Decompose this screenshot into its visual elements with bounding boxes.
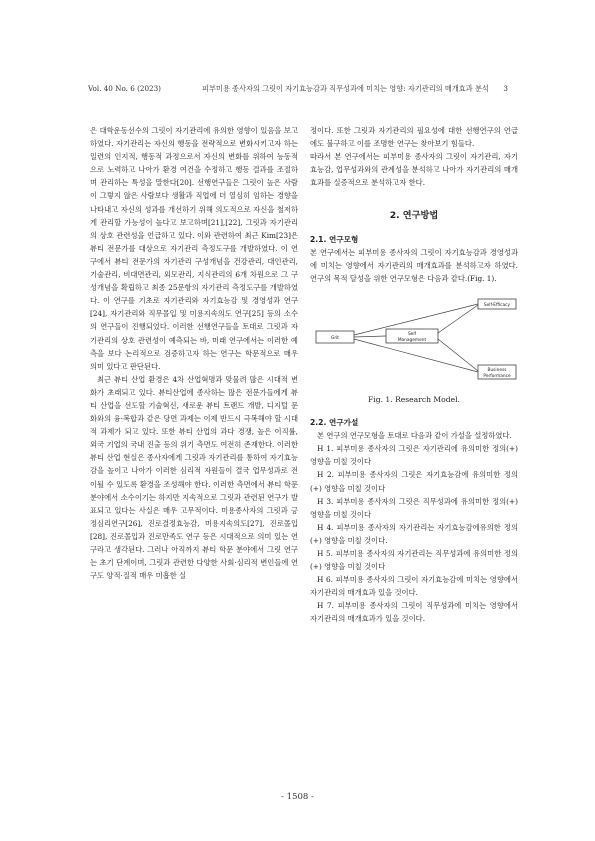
hypothesis: H 1. 피부미용 종사자의 그릿은 자기관리에 유의미한 정의(+) 영향을 미칠 것이다 (310, 444, 518, 467)
left-column (90, 124, 298, 582)
research-model-figure (310, 293, 518, 385)
grit-label: Grit (331, 335, 339, 341)
hypothesis: H 5. 피부미용 종사자의 자기관리는 직무성과에 유의미한 정의(+) 영향을 미칠 것이다 (310, 548, 518, 572)
body-paragraph: 본 연구에서는 피부미용 종사자의 그릿이 자기효능감과 경영성과에 미치는 영향에서 자기관리의 매개효과를 분석하고자 하였다. 연구의 목적 달성을 위한 연구모형은 다음과 같다.(Fig. 1). (310, 247, 518, 283)
running-title: 피부미용 종사자의 그릿이 자기효능감과 직무성과에 미치는 영향: 자기관리의 매개효과 분석 (202, 84, 489, 93)
body-paragraph: 최근 뷰티 산업 환경은 4차 산업혁명과 맞물려 많은 시대적 변화가 초래되고 있다. 뷰티산업에 종사하는 많은 전문가들에게 뷰티 산업을 선도할 기술혁신, 새로운 뷰티 트랜드 개발, 디지털 문화와의 융·복합과 같은 당면 과제는 이제 반드시 극복해야 할 시대적 과제가 되고 있다. 또한 뷰티 산업의 과다 경쟁, 높은 이직률, 외국 기업의 국내 진출 등의 위기 측면도 여전히 존재한다. 이러한 뷰티 산업 현실은 종사자에게 그릿과 자기관리를 통하여 자기효능감을 높이고 나아가 이러한 심리적 자원들이 결국 업무성과로 전이될 수 있도록 환경을 조성해야 한다. 이러한 측면에서 뷰티 학문 분야에서 소수이기는 하지만 지속적으로 그릿과 관련된 연구가 발표되고 있다는 사실은 매우 고무적이다. 미용종사자의 그릿과 긍정심리연구[26], 진로결정효능감, 미용지속의도[27], 진로몰입[28], 진로몰입과 진로만족도 연구 등은 시대적으로 의미 있는 연구라고 생각된다. 그러나 아직까지 뷰티 학문 분야에서 그릿 연구는 초기 단계이며, 그릿과 관련한 다양한 사회·심리적 변인들에 연구도 양적·질적 매우 미흡한 실 (90, 374, 298, 581)
body-paragraph: 따라서 본 연구에서는 피부미용 종사자의 그릿이 자기관리, 자기효능감, 업무성과와의 관계성을 분석하고 나아가 자기관리의 매개효과를 실증적으로 분석하고자 한다. (310, 152, 518, 188)
right-column (310, 124, 518, 626)
arrow-grit-performance (354, 339, 478, 372)
arrow-self-management-performance (438, 339, 478, 371)
research-model-diagram (310, 293, 518, 385)
hypothesis: H 4. 피부미용 종사자의 자기관리는 자기효능감에유의한 정의(+) 영향을 미칠 것이다. (310, 522, 518, 545)
section-heading: 2. 연구방법 (389, 210, 439, 222)
body-paragraph: 정이다. 또한 그릿과 자기관리의 필요성에 대한 선행연구의 언급에도 불구하고 이를 조명한 연구는 찾아보기 힘들다. (310, 126, 518, 149)
self-management-label: Self (407, 331, 417, 337)
subsection-heading: 2.1. 연구모형 (310, 234, 359, 244)
hypothesis: H 3. 피부미용 종사자의 그릿은 직무성과에 유의미한 정의(+) 영향을 미칠 것이다 (310, 496, 518, 519)
subsection-heading: 2.2. 연구가설 (310, 418, 359, 428)
self-efficacy-label: Self-Efficacy (483, 302, 511, 308)
hypothesis: H 7. 피부미용 종사자의 그릿이 직무성과에 미치는 영향에서 자기관리의 매개효과가 있을 것이다. (310, 601, 518, 624)
hypothesis: H 2. 피부미용 종사자의 그릿은 자기효능감에 유의미한 정의(+) 영향을 미칠 것이다 (310, 470, 518, 493)
body-paragraph: 본 연구의 연구모형을 토대로 다음과 같이 가설을 설정하였다. (317, 431, 512, 441)
footer-page-number: - 1508 - (281, 792, 314, 802)
header-page-number: 3 (503, 84, 508, 93)
figure-caption: Fig. 1. Research Model. (368, 394, 460, 404)
arrow-grit-self-management (354, 336, 386, 337)
business-performance-label: Business (487, 367, 507, 373)
running-header (88, 84, 508, 96)
self-management-label: Management (397, 337, 427, 343)
body-paragraph: 은 대학운동선수의 그릿이 자기관리에 유의한 영향이 있음을 보고하였다. 자기관리는 자신의 행동을 전략적으로 변화시키고자 하는 일련의 인지적, 행동적 과정으로서 자신의 변화를 위하여 능동적으로 노력하고 나아가 환경 여건을 수정하고 행동 결과를 조절하며 관리하는 특성을 말한다[20]. 선행연구들은 그릿이 높은 사람이 그렇지 않은 사람보다 생활과 직업에 더 열심히 임하는 경향을 나타내고 자신의 성과를 개선하기 위해 의도적으로 자신을 철저하게 관리할 가능성이 높다고 보고하며[21],[22], 그릿과 자기관리의 상호 관련성을 언급하고 있다. 이와 관련하여 최근 Kim[23]은 뷰티 전문가를 대상으로 자기관리 측정도구를 개발하였다. 이 연구에서 뷰티 전문가의 자기관리 구성개념을 건강관리, 대인관리, 기술관리, 비대면관리, 외모관리, 지식관리의 6개 차원으로 그 구성개념을 확립하고 최종 25문항의 자기관리 측정도구를 개발하였다. 이 연구를 기초로 자기관리와 자기효능감 및 경영성과 연구[24], 자기관리와 직무몰입 및 미용지속의도 연구[25] 등의 소수의 연구들이 진행되었다. 이러한 선행연구들을 토대로 그릿과 자기관리의 상호 관련성이 예측되는 바, 미래 연구에서는 이러한 예측을 보다 논리적으로 검증하고자 하는 연구는 학문적으로 매우 의미 있다고 판단된다. (90, 126, 298, 371)
hypothesis: H 6. 피부미용 종사자의 그릿이 자기효능감에 미치는 영향에서 자기관리의 매개효과 있을 것이다. (310, 575, 518, 598)
business-performance-label: Performance (483, 373, 511, 379)
journal-volume: Vol. 40 No. 6 (2023) (88, 84, 161, 93)
